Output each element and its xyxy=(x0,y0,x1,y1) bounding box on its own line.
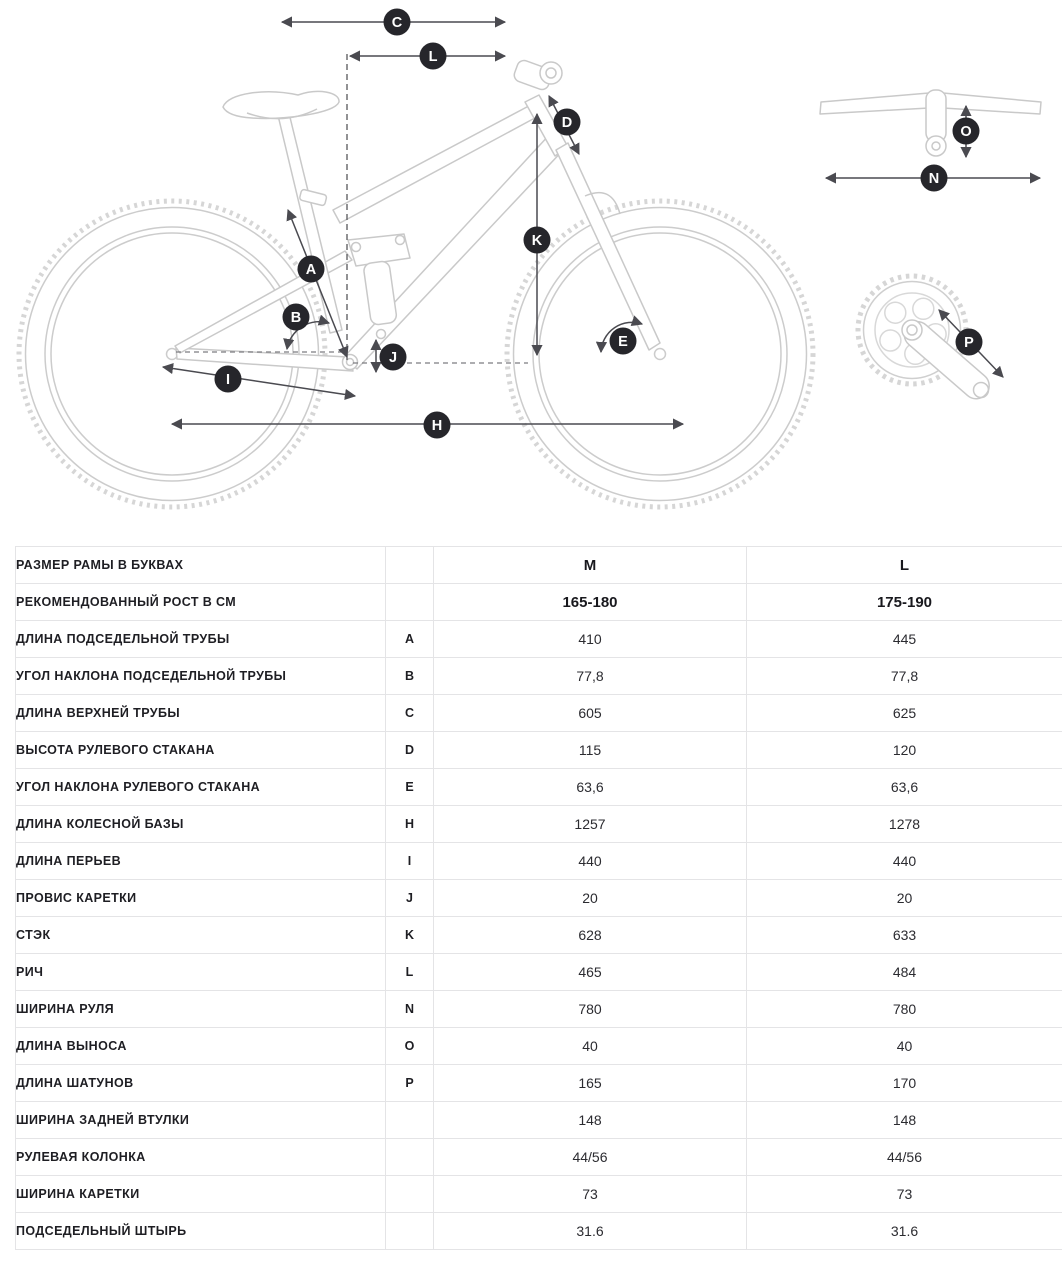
spec-letter: K xyxy=(386,917,434,954)
spec-value-m: 465 xyxy=(434,954,747,991)
spec-value-l: 175-190 xyxy=(747,584,1062,621)
marker-n-badge xyxy=(921,165,948,192)
spec-value-m: 40 xyxy=(434,1028,747,1065)
table-row xyxy=(16,769,1062,806)
marker-i-badge xyxy=(215,366,242,393)
table-row xyxy=(16,806,1062,843)
crank-axle xyxy=(902,320,922,340)
table-row xyxy=(16,695,1062,732)
spec-letter xyxy=(386,1139,434,1176)
spec-label: РУЛЕВАЯ КОЛОНКА xyxy=(16,1139,386,1176)
spec-value-l: L xyxy=(747,547,1062,584)
spec-value-l: 484 xyxy=(747,954,1062,991)
spec-value-l: 625 xyxy=(747,695,1062,732)
svg-text:H: H xyxy=(431,418,443,434)
marker-b-badge xyxy=(283,304,310,331)
saddle xyxy=(223,91,339,118)
geometry-table-body xyxy=(16,547,1062,1250)
spec-letter xyxy=(386,547,434,584)
svg-text:I: I xyxy=(225,372,231,388)
handlebar-top-view xyxy=(820,90,1041,156)
spec-value-l: 170 xyxy=(747,1065,1062,1102)
marker-a-badge xyxy=(298,256,325,283)
svg-text:O: O xyxy=(960,124,972,140)
spec-value-m: 440 xyxy=(434,843,747,880)
bar-left-blade xyxy=(820,93,929,114)
table-row xyxy=(16,584,1062,621)
spec-value-m: 165-180 xyxy=(434,584,747,621)
spec-value-m: M xyxy=(434,547,747,584)
spec-value-m: 605 xyxy=(434,695,747,732)
spec-label: УГОЛ НАКЛОНА РУЛЕВОГО СТАКАНА xyxy=(16,769,386,806)
svg-text:K: K xyxy=(531,233,543,249)
spec-letter: D xyxy=(386,732,434,769)
svg-text:B: B xyxy=(290,310,302,326)
bike-geometry-diagram xyxy=(0,0,1062,530)
marker-p-badge xyxy=(956,329,983,356)
bike-side-view xyxy=(19,59,1041,507)
spec-value-l: 633 xyxy=(747,917,1062,954)
bar-right-blade xyxy=(943,93,1041,114)
table-row xyxy=(16,1065,1062,1102)
spec-label: РАЗМЕР РАМЫ В БУКВАХ xyxy=(16,547,386,584)
spec-value-l: 63,6 xyxy=(747,769,1062,806)
stem-top xyxy=(926,90,946,142)
marker-j-badge xyxy=(380,344,407,371)
spec-letter xyxy=(386,584,434,621)
spec-value-l: 1278 xyxy=(747,806,1062,843)
pivot xyxy=(352,243,361,252)
marker-l-badge xyxy=(420,43,447,70)
geometry-table xyxy=(15,546,1062,1250)
spec-letter: I xyxy=(386,843,434,880)
table-row xyxy=(16,1102,1062,1139)
svg-text:J: J xyxy=(388,350,398,366)
marker-o-badge xyxy=(953,118,980,145)
spec-label: РЕКОМЕНДОВАННЫЙ РОСТ В СМ xyxy=(16,584,386,621)
svg-text:P: P xyxy=(964,335,974,351)
rear-shock xyxy=(363,260,397,325)
pivot xyxy=(396,236,405,245)
spec-letter: H xyxy=(386,806,434,843)
table-row xyxy=(16,1028,1062,1065)
spec-value-l: 20 xyxy=(747,880,1062,917)
spec-letter xyxy=(386,1102,434,1139)
svg-text:L: L xyxy=(428,49,438,65)
spec-letter: J xyxy=(386,880,434,917)
table-row xyxy=(16,880,1062,917)
spec-letter xyxy=(386,1176,434,1213)
spec-letter: E xyxy=(386,769,434,806)
spec-label: ДЛИНА ПОДСЕДЕЛЬНОЙ ТРУБЫ xyxy=(16,621,386,658)
spec-letter: A xyxy=(386,621,434,658)
spec-letter: C xyxy=(386,695,434,732)
spec-value-m: 31.6 xyxy=(434,1213,747,1250)
spec-label: УГОЛ НАКЛОНА ПОДСЕДЕЛЬНОЙ ТРУБЫ xyxy=(16,658,386,695)
table-row xyxy=(16,991,1062,1028)
spec-value-m: 44/56 xyxy=(434,1139,747,1176)
spec-value-m: 780 xyxy=(434,991,747,1028)
spec-label: РИЧ xyxy=(16,954,386,991)
marker-k-badge xyxy=(524,227,551,254)
spec-label: ПРОВИС КАРЕТКИ xyxy=(16,880,386,917)
table-row xyxy=(16,1176,1062,1213)
spec-label: ШИРИНА РУЛЯ xyxy=(16,991,386,1028)
spec-letter: P xyxy=(386,1065,434,1102)
spec-letter: O xyxy=(386,1028,434,1065)
spec-label: ДЛИНА ВЫНОСА xyxy=(16,1028,386,1065)
table-row xyxy=(16,954,1062,991)
marker-d-badge xyxy=(554,109,581,136)
table-row xyxy=(16,1213,1062,1250)
top-tube xyxy=(333,100,546,223)
spec-letter: B xyxy=(386,658,434,695)
front-wheel xyxy=(507,201,813,507)
table-row xyxy=(16,547,1062,584)
spec-value-m: 1257 xyxy=(434,806,747,843)
svg-text:D: D xyxy=(561,115,573,131)
spec-label: ПОДСЕДЕЛЬНЫЙ ШТЫРЬ xyxy=(16,1213,386,1250)
table-row xyxy=(16,843,1062,880)
spec-value-m: 148 xyxy=(434,1102,747,1139)
spec-value-m: 20 xyxy=(434,880,747,917)
marker-h-badge xyxy=(424,412,451,439)
spec-value-l: 77,8 xyxy=(747,658,1062,695)
spec-value-m: 63,6 xyxy=(434,769,747,806)
table-row xyxy=(16,732,1062,769)
spec-letter xyxy=(386,1213,434,1250)
pivot xyxy=(377,330,386,339)
spec-value-l: 445 xyxy=(747,621,1062,658)
spec-value-m: 77,8 xyxy=(434,658,747,695)
table-row xyxy=(16,917,1062,954)
spec-value-m: 115 xyxy=(434,732,747,769)
spec-value-l: 148 xyxy=(747,1102,1062,1139)
chainstay xyxy=(176,348,353,371)
spec-label: ВЫСОТА РУЛЕВОГО СТАКАНА xyxy=(16,732,386,769)
svg-text:C: C xyxy=(391,15,403,31)
chainring-cutout xyxy=(913,298,934,319)
spec-label: ДЛИНА ВЕРХНЕЙ ТРУБЫ xyxy=(16,695,386,732)
spec-value-m: 628 xyxy=(434,917,747,954)
spec-label: ДЛИНА ПЕРЬЕВ xyxy=(16,843,386,880)
spec-letter: L xyxy=(386,954,434,991)
spec-label: СТЭК xyxy=(16,917,386,954)
table-row xyxy=(16,1139,1062,1176)
chainring-cutout xyxy=(880,330,901,351)
spec-value-l: 31.6 xyxy=(747,1213,1062,1250)
svg-text:E: E xyxy=(618,334,628,350)
fork xyxy=(556,143,660,350)
spec-label: ДЛИНА КОЛЕСНОЙ БАЗЫ xyxy=(16,806,386,843)
spec-value-l: 44/56 xyxy=(747,1139,1062,1176)
svg-text:N: N xyxy=(928,171,940,187)
spec-value-l: 440 xyxy=(747,843,1062,880)
table-row xyxy=(16,658,1062,695)
spec-value-m: 73 xyxy=(434,1176,747,1213)
spec-value-l: 780 xyxy=(747,991,1062,1028)
spec-value-m: 410 xyxy=(434,621,747,658)
spec-letter: N xyxy=(386,991,434,1028)
table-row xyxy=(16,621,1062,658)
marker-c-badge xyxy=(384,9,411,36)
spec-label: ДЛИНА ШАТУНОВ xyxy=(16,1065,386,1102)
spec-value-l: 73 xyxy=(747,1176,1062,1213)
spec-label: ШИРИНА ЗАДНЕЙ ВТУЛКИ xyxy=(16,1102,386,1139)
svg-text:A: A xyxy=(305,262,317,278)
spec-value-m: 165 xyxy=(434,1065,747,1102)
spec-value-l: 120 xyxy=(747,732,1062,769)
spec-value-l: 40 xyxy=(747,1028,1062,1065)
spec-label: ШИРИНА КАРЕТКИ xyxy=(16,1176,386,1213)
chainring-cutout xyxy=(885,302,906,323)
marker-e-badge xyxy=(610,328,637,355)
